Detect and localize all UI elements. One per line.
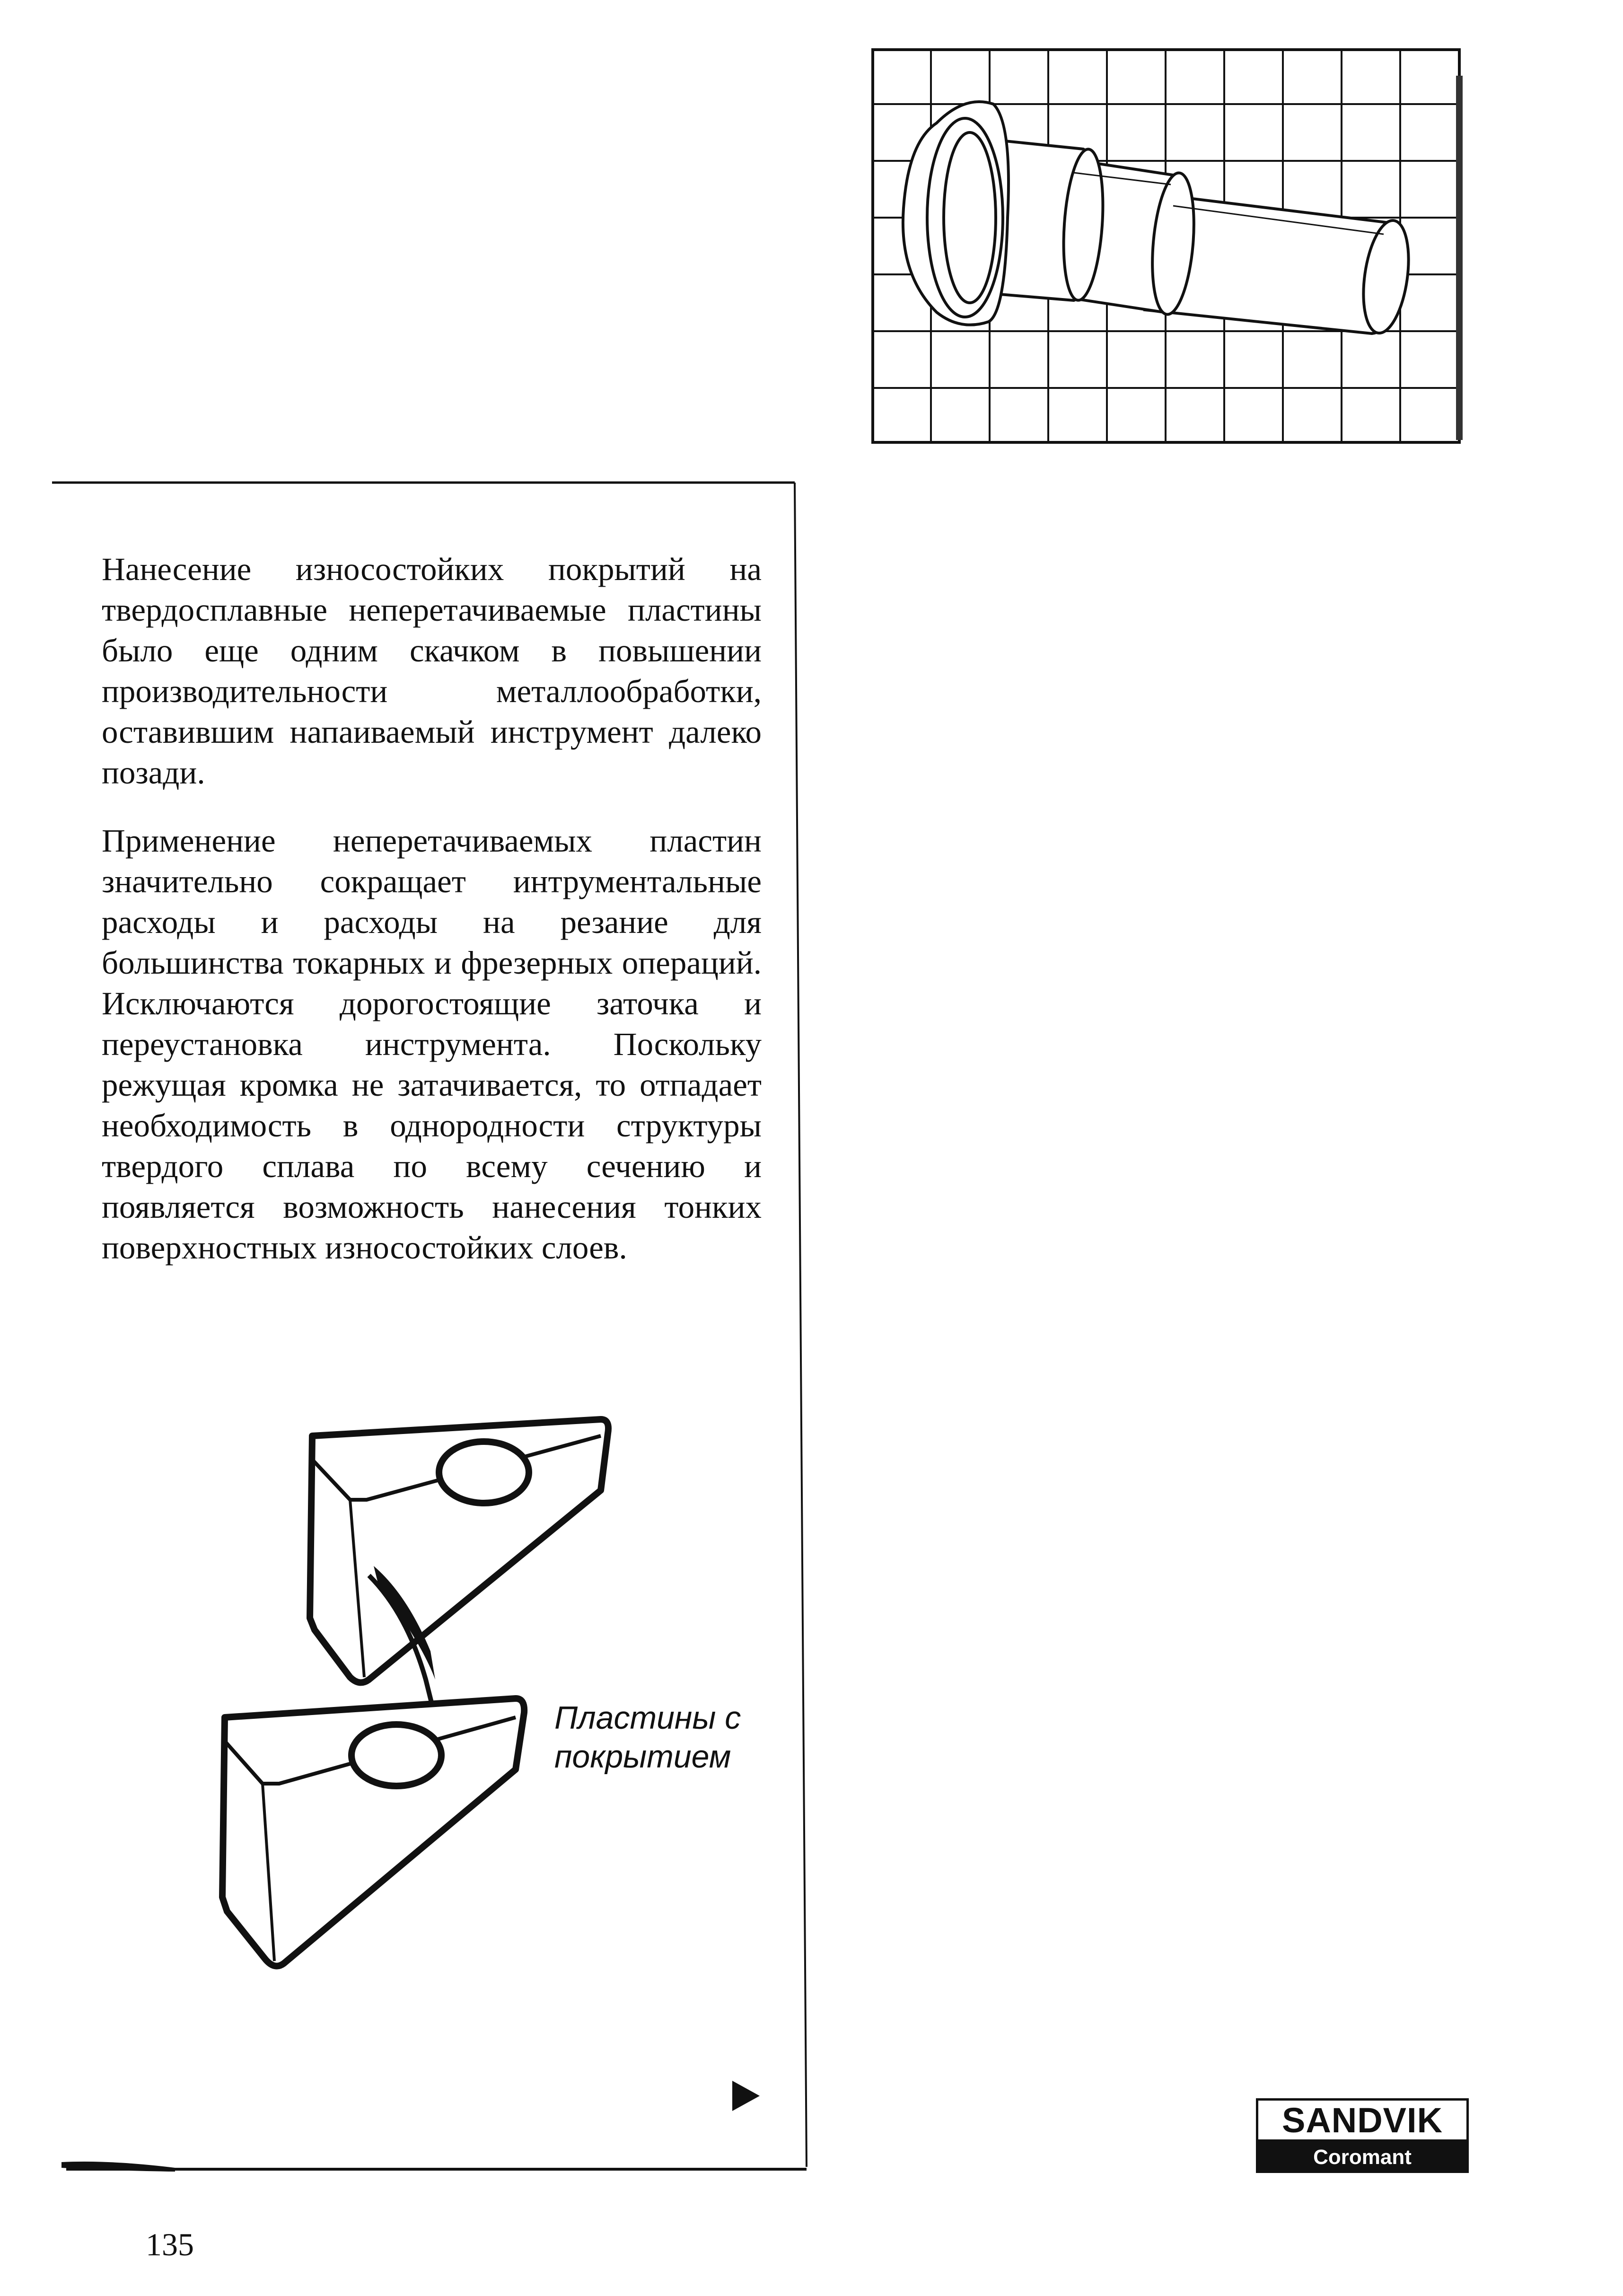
paragraph-2: Применение неперетачиваемых пластин значительно сокращает интрументальные расходы и расходы на резание для большинства токарных и фрезерных операций. Исключаются дорогостоящие заточка и переустановка инструмента. Поскольку режущая кромка не затачивается, то отпадает необходимость в однородности структуры твердого сплава по всему сечению и появляется возможность нанесения тонких поверхностных износостойких слоев. — [102, 823, 762, 1266]
caption-line-1: Пластины с — [554, 1700, 741, 1736]
page-number: 135 — [146, 2226, 194, 2262]
logo-brand: SANDVIK — [1256, 2098, 1469, 2142]
shaft-illustration — [870, 47, 1471, 449]
sandvik-coromant-logo — [1256, 2098, 1469, 2173]
paragraph-1: Нанесение износостойких покрытий на твердосплавные неперетачиваемые пластины было еще одним скачком в повышении производительности металлообработки, оставившим напаиваемый инструмент далеко позади. — [102, 551, 762, 791]
caption-line-2: покрытием — [554, 1739, 731, 1775]
logo-sub-brand: Coromant — [1256, 2142, 1469, 2173]
figure-caption — [554, 1698, 800, 1776]
triangle-right-icon — [732, 2081, 760, 2111]
body-text — [102, 549, 762, 1295]
